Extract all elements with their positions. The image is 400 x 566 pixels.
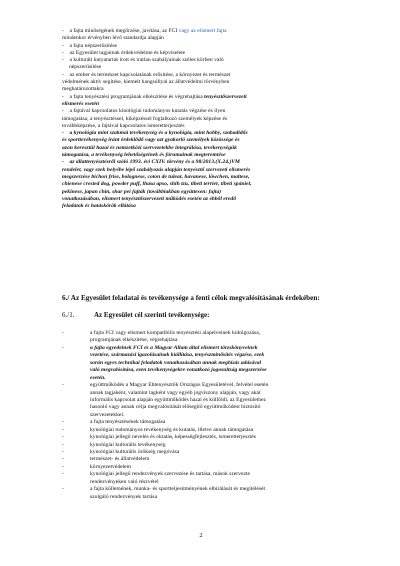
text-run: a fajta küllemének, munka- és sportteljesítményének elbírálását és megítélését [90, 486, 266, 493]
list-line-text [90, 471, 250, 478]
list-line [62, 367, 352, 374]
text-line [62, 116, 352, 123]
list-line-text [90, 390, 261, 397]
text-line [62, 28, 352, 35]
list-line-text [90, 375, 106, 382]
text-run: - a kulturált kutyatartás írott és íratlan szabályainak széles körben való [62, 57, 224, 64]
bullet-dash [62, 375, 90, 382]
subsection-title: Az Egyesület cél szerinti tevékenysége: [94, 311, 210, 319]
text-run: továbbképzése, a fajtával kapcsolatos ismeretterjesztés [62, 122, 185, 129]
bullet-dash [62, 360, 90, 367]
text-line [62, 94, 352, 101]
text-line [62, 174, 352, 181]
list-line-text [90, 360, 261, 367]
text-run: feladatok és hatáskörök ellátása [62, 203, 136, 210]
text-run: védelmének aktív segítése, kiemelt hangsúllyal az állatvédelmi törvényben [62, 79, 230, 86]
text-line [62, 159, 352, 166]
bullet-dash: - [62, 419, 64, 426]
text-run: vonatkozásában, elismert tenyésztőszervezeti működés esetén az ebből eredő [62, 195, 237, 202]
list-line [62, 442, 352, 449]
text-run: szervezetekkel. [90, 411, 125, 418]
bullet-dash: - [62, 426, 64, 433]
bullet-dash: - [62, 463, 64, 470]
text-run: chienese crested dog, powder puff, lhasa apso, shih tzu, tibeti terrier, tibeti spániel, [62, 181, 252, 188]
list-line-text [90, 494, 157, 501]
bullet-dash: - [62, 449, 64, 455]
text-run: informális kapcsolat alapján együttműködés hazai és külföldi, az Egyesülethez [90, 396, 266, 403]
text-line [62, 123, 352, 130]
list-line [62, 412, 352, 419]
text-line [62, 152, 352, 159]
text-run: kynológiai jellegű rendezvények szervezése és tartása, mások szervezte [90, 471, 250, 478]
text-run: a fajta tenyésztésének támogatása [90, 419, 166, 426]
text-line [62, 57, 352, 64]
list-line [62, 352, 352, 359]
list-line [62, 486, 352, 493]
bullet-dash [62, 397, 90, 404]
bullet-dash: - [62, 434, 64, 441]
list-line-text [90, 367, 267, 374]
text-run: szolgáló rendezvények tartása [90, 493, 158, 500]
bullet-dash [62, 404, 90, 411]
bullet-dash [62, 479, 90, 486]
list-line [62, 471, 352, 478]
text-run: támogatása, a tevékenység lehetőségeinek és fórumainak megteremtése [62, 152, 226, 159]
list-line [62, 456, 352, 463]
text-run: a fajta egyedeinek FCI és a Magyar Állam által elismert törzskönyveinek [90, 344, 258, 351]
list-line [62, 464, 352, 471]
text-run: kynológiai kulturális örökség megóvása [90, 449, 180, 455]
list-line [62, 397, 352, 404]
text-line [62, 145, 352, 152]
text-run: pekinese, japan chin, shar pei fajták (továbbiakban együttesen: fajta) [62, 188, 222, 195]
text-run: kynológiai tudományos tevékenység és kutatás, illetve annak támogatása [90, 426, 254, 433]
list-line [62, 330, 352, 337]
list-line-text [90, 345, 258, 352]
list-line [62, 360, 352, 367]
page-number: 2 [199, 532, 203, 539]
text-line [62, 108, 352, 115]
list-line [62, 390, 352, 397]
list-line [62, 404, 352, 411]
text-line [62, 167, 352, 174]
text-run: rendelet, vagy ezek helyébe lépő szabályozás alapján tenyésztő szervezeti elismerés [62, 166, 251, 173]
text-run: - a fajta minőségének megőrzése, javítása, az FCI [62, 28, 179, 34]
text-run: tenyésztőszervezeti [204, 93, 247, 100]
text-line [62, 130, 352, 137]
list-line-text [90, 382, 268, 389]
text-run: vagy az elismert fajta [178, 28, 227, 34]
list-line-text [90, 419, 165, 426]
bullet-dash: - [62, 486, 64, 493]
bullet-dash: - [62, 382, 64, 389]
bullet-dash [62, 352, 90, 359]
list-line [62, 427, 352, 434]
text-run: elismerés esetén [62, 100, 100, 107]
text-line [62, 86, 352, 93]
list-line [62, 375, 352, 382]
list-line-text [90, 352, 264, 359]
list-line-text [90, 337, 177, 344]
text-run: a fajta FCI vagy elismert kompatibilis tenyésztési alapelveinek kidolgozása, [90, 330, 261, 336]
text-run: rendezvényeken való részvétel [90, 478, 159, 485]
text-line [62, 203, 352, 210]
list-line-text [90, 330, 260, 337]
text-run: környezetvédelem [90, 463, 131, 470]
text-line [62, 181, 352, 188]
bullet-dash [62, 412, 90, 419]
text-run: - a kynológia mint szakmai tevékenység és a kynológia, mint hobby, szabadidős [62, 130, 248, 137]
list-line-text [90, 412, 124, 419]
text-run: népszerűsítése [62, 64, 102, 71]
text-line [62, 72, 352, 79]
list-line [62, 419, 352, 426]
list-line [62, 449, 352, 456]
text-line [62, 64, 352, 71]
activities-list [62, 330, 352, 501]
text-run: - a fajtával kapcsolatos kinológiai tudományos kutatás végzése és ilyen [62, 108, 226, 115]
text-line [62, 79, 352, 86]
list-line [62, 382, 352, 389]
text-run: megszerzése bichon frise, bolognese, coton de tulear, havanese, löwchen, maltese, [62, 173, 250, 180]
text-run: kynológiai jellegű nevelés és oktatás, képességfejlesztés, ismeretterjesztés [90, 434, 256, 441]
list-line [62, 434, 352, 441]
bullet-dash [62, 367, 90, 374]
list-line [62, 345, 352, 352]
text-run: hasonló vagy annak célja megvalósítását elősegítő együttműködést biztosító [90, 404, 261, 411]
text-line [62, 50, 352, 57]
text-run: vezetése, származási igazolásainak kiállítása, tenyészminősítés végzése, ezek [90, 352, 265, 359]
list-line-text [90, 479, 159, 486]
subsection-number: 6./1. [62, 311, 75, 319]
subsection-heading [62, 311, 362, 320]
bullet-dash: - [62, 456, 64, 463]
list-line-text [90, 434, 256, 441]
text-run: - az Egyesület tagjainak érdekvédelme és képviselete [62, 49, 186, 56]
text-run: meghatározottakra [62, 86, 104, 93]
text-run: során egyes technikai feladatok vonatkozásában annak megbízás adásával [90, 359, 262, 366]
list-line-text [90, 404, 260, 411]
bullet-dash: - [62, 344, 64, 351]
text-run: esetén. [90, 374, 106, 381]
text-run: - az állattenyésztésről szóló 1993. évi CXIV. törvény és a 98/2013.(X.24.)VM [62, 159, 240, 166]
list-line-text [90, 397, 266, 404]
objectives-list [62, 28, 352, 210]
text-line [62, 43, 352, 50]
bullet-dash [62, 390, 90, 397]
text-line [62, 35, 352, 42]
list-line-text [90, 486, 265, 493]
text-run: azon keresztül hazai és nemzetközi szervezetekbe integrálása, tevékenységük [62, 144, 237, 151]
bullet-dash: - [62, 330, 64, 336]
section-heading: 6./ Az Egyesület feladatai és tevékenysége a fenti célok megvalósításának érdekében: [62, 294, 320, 302]
text-run: programjának elkészítése, végrehajtása [90, 337, 178, 344]
text-run: támogatása, a tenyésztéssel, kiképzéssel foglalkozó személyek képzése és [62, 115, 228, 122]
text-line [62, 101, 352, 108]
list-line-text [90, 427, 253, 434]
text-run: - az ember és természet kapcsolatának erősítése, a környezet és természet [62, 71, 231, 78]
list-line-text [90, 442, 166, 449]
text-run: - a fajta tenyésztési programjának elkészítése és végrehajtása [62, 93, 205, 100]
bullet-dash: - [62, 471, 64, 478]
bullet-dash [62, 337, 90, 344]
text-line [62, 196, 352, 203]
list-line [62, 337, 352, 344]
list-line-text [90, 464, 131, 471]
text-line [62, 189, 352, 196]
list-line-text [90, 449, 179, 456]
list-line [62, 494, 352, 501]
text-run: annak tagjaként, valamint tagként vagy egyéb jogviszony alapján, vagy akár [90, 389, 261, 396]
list-line [62, 479, 352, 486]
list-line-text [90, 456, 149, 463]
text-run: természet- és állatvédelem [90, 456, 150, 463]
text-run: való megvalósítása, ezen tevékenységekre vonatkozó jogosultság megszerzése [90, 367, 267, 374]
text-run: mindenkor érvényben lévő standardja alapján [62, 35, 164, 42]
text-run: - a fajta népszerűsítése [62, 42, 117, 49]
text-run: kynológiai kulturális tevékenység [90, 441, 166, 448]
text-run: együttműködés a Magyar Ebtenyésztők Országos Egyesületével, felvétel esetén [90, 382, 269, 389]
bullet-dash: - [62, 441, 64, 448]
text-run: és sporttevékenység iránt érdeklődő vagy azt gyakorló személyek közössége és [62, 137, 240, 144]
text-line [62, 137, 352, 144]
bullet-dash [62, 494, 90, 501]
